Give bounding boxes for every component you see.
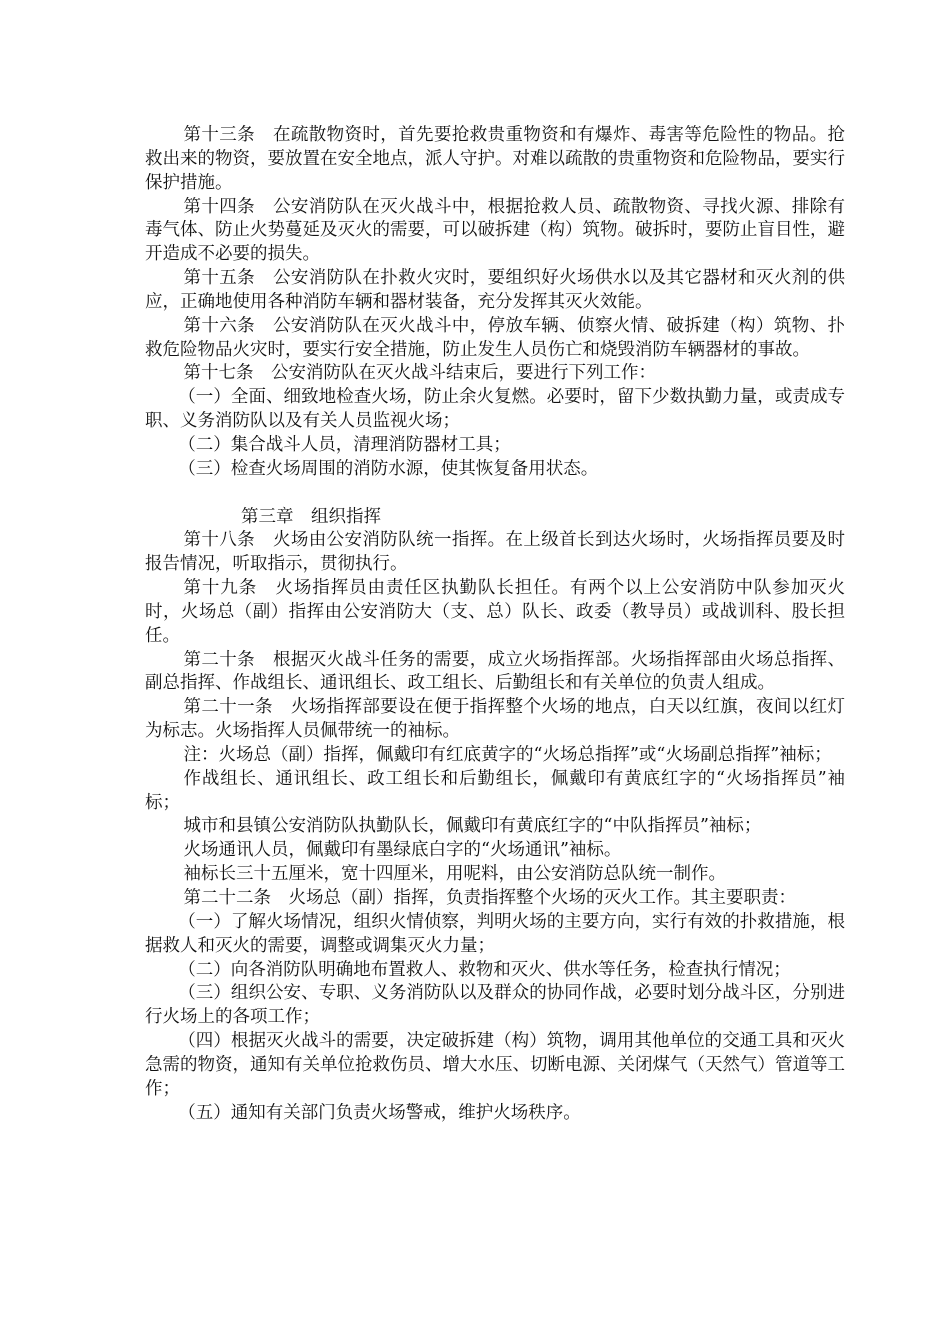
article-13: 第十三条 在疏散物资时，首先要抢救贵重物资和有爆炸、毒害等危险性的物品。抢救出来的物资，要放置在安全地点，派人守护。对难以疏散的贵重物资和危险物品，要实行保护措施。 xyxy=(145,125,845,193)
article-22-item-4: （四）根据灭火战斗的需要，决定破拆建（构）筑物，调用其他单位的交通工具和灭火急需的物资，通知有关单位抢救伤员、增大水压、切断电源、关闭煤气（天然气）管道等工作； xyxy=(145,1031,845,1099)
article-22-item-1: （一）了解火场情况，组织火情侦察，判明火场的主要方向，实行有效的扑救措施，根据救人和灭火的需要，调整或调集灭火力量； xyxy=(145,911,845,956)
article-17: 第十七条 公安消防队在灭火战斗结束后，要进行下列工作： xyxy=(183,363,656,384)
article-14: 第十四条 公安消防队在灭火战斗中，根据抢救人员、疏散物资、寻找火源、排除有毒气体、防止火势蔓延及灭火的需要，可以破拆建（构）筑物。破拆时，要防止盲目性，避开造成不必要的损失。 xyxy=(145,196,845,265)
article-19: 第十九条 火场指挥员由责任区执勤队长担任。有两个以上公安消防中队参加灭火时，火场总（副）指挥由公安消防大（支、总）队长、政委（教导员）或战训科、股长担任。 xyxy=(145,578,845,646)
article-16: 第十六条 公安消防队在灭火战斗中，停放车辆、侦察火情、破拆建（构）筑物、扑救危险物品火灾时，要实行安全措施，防止发生人员伤亡和烧毁消防车辆器材的事故。 xyxy=(145,315,845,360)
article-18: 第十八条 火场由公安消防队统一指挥。在上级首长到达火场时，火场指挥员要及时报告情况，听取指示，贯彻执行。 xyxy=(145,530,845,575)
note-armband-communications: 火场通讯人员，佩戴印有墨绿底白字的“火场通讯”袖标。 xyxy=(183,840,622,861)
chapter-title: 第三章 组织指挥 xyxy=(241,506,381,527)
article-22-item-5: （五）通知有关部门负责火场警戒，维护火场秩序。 xyxy=(178,1102,581,1123)
article-17-item-1: （一）全面、细致地检查火场，防止余火复燃。必要时，留下少数执勤力量，或责成专职、义务消防队以及有关人员监视火场； xyxy=(145,387,845,432)
article-22-item-2: （二）向各消防队明确地布置救人、救物和灭火、供水等任务，检查执行情况； xyxy=(178,959,791,980)
note-armband-commander: 注：火场总（副）指挥，佩戴印有红底黄字的“火场总指挥”或“火场副总指挥”袖标； xyxy=(183,744,832,765)
note-armband-size: 袖标长三十五厘米，宽十四厘米，用呢料，由公安消防总队统一制作。 xyxy=(183,864,726,885)
article-17-item-2: （二）集合战斗人员，清理消防器材工具； xyxy=(178,434,511,455)
article-22: 第二十二条 火场总（副）指挥，负责指挥整个火场的灭火工作。其主要职责： xyxy=(183,888,796,908)
note-armband-duty-captain: 城市和县镇公安消防队执勤队长，佩戴印有黄底红字的“中队指挥员”袖标； xyxy=(183,816,762,837)
document-page xyxy=(145,124,845,1125)
note-armband-group-leaders: 作战组长、通讯组长、政工组长和后勤组长，佩戴印有黄底红字的“火场指挥员”袖标； xyxy=(145,768,845,813)
article-20: 第二十条 根据灭火战斗任务的需要，成立火场指挥部。火场指挥部由火场总指挥、副总指挥、作战组长、通讯组长、政工组长、后勤组长和有关单位的负责人组成。 xyxy=(145,649,845,694)
article-21: 第二十一条 火场指挥部要设在便于指挥整个火场的地点，白天以红旗，夜间以红灯为标志。火场指挥人员佩带统一的袖标。 xyxy=(145,697,845,742)
article-22-item-3: （三）组织公安、专职、义务消防队以及群众的协同作战，必要时划分战斗区，分别进行火场上的各项工作； xyxy=(145,983,845,1028)
article-15: 第十五条 公安消防队在扑救火灾时，要组织好火场供水以及其它器材和灭火剂的供应，正确地使用各种消防车辆和器材装备，充分发挥其灭火效能。 xyxy=(145,268,845,312)
article-17-item-3: （三）检查火场周围的消防水源，使其恢复备用状态。 xyxy=(178,458,599,479)
